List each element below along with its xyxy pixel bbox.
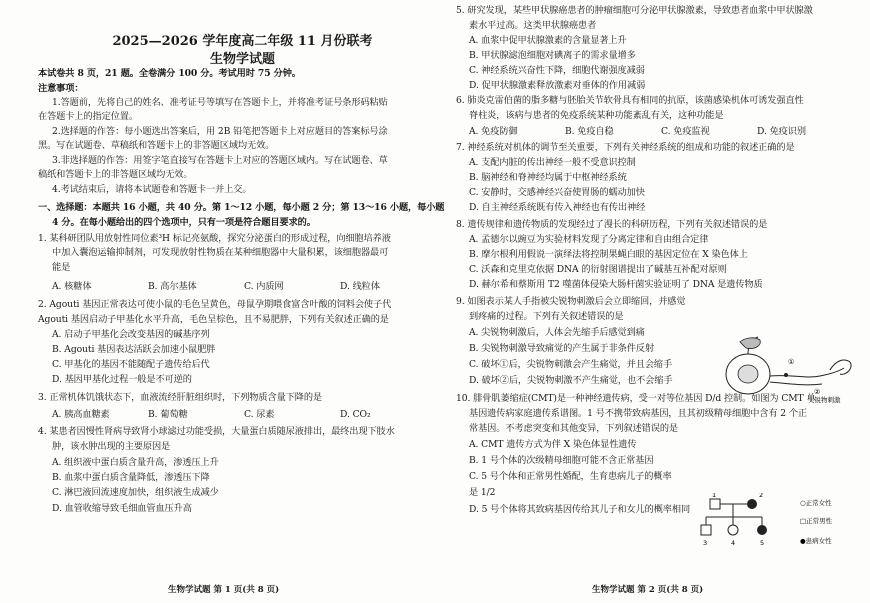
question-9-option: C. 破坏①后，尖锐物刺激会产生痛觉，并且会缩手 bbox=[469, 359, 673, 370]
pedigree-chart bbox=[700, 493, 865, 563]
exam-subtitle: 生物学试题 bbox=[209, 52, 275, 67]
question-5-option: B. 甲状腺滤泡细胞对碘离子的需求量增多 bbox=[469, 50, 636, 61]
question-7-text: 7. 神经系统对机体的调节至关重要，下列有关神经系统的组成和功能的叙述正确的是 bbox=[456, 142, 795, 153]
question-9-text: 9. 如图表示某人手指被尖锐物刺激后会立即缩回，并感觉 bbox=[456, 296, 686, 307]
question-2-option: A. 启动子甲基化会改变基因的碱基序列 bbox=[52, 329, 210, 340]
individual-3 bbox=[701, 525, 711, 535]
question-10-option: A. CMT 遗传方式为伴 X 染色体显性遗传 bbox=[469, 439, 637, 450]
label-2: 2 bbox=[759, 493, 764, 499]
option: D. 线粒体 bbox=[340, 281, 380, 292]
label-2: ② bbox=[814, 388, 821, 396]
question-1-text: 能是 bbox=[52, 262, 71, 273]
question-7-option: B. 脑神经和脊神经均属于中枢神经系统 bbox=[469, 172, 627, 183]
option: C. 内质网 bbox=[244, 281, 284, 292]
question-6-text: 6. 肺炎克雷伯菌的脂多糖与胚胎关节软骨具有相同的抗原，该菌感染机体可诱发强直性 bbox=[456, 95, 804, 106]
question-5-option: A. 血浆中促甲状腺激素的含量显著上升 bbox=[469, 35, 627, 46]
question-10-text: 常基因。不考虑突变和其他变异，下列叙述错误的是 bbox=[469, 423, 679, 434]
question-10-option: B. 1 号个体的次级精母细胞可能不含正常基因 bbox=[469, 455, 654, 466]
label-1: ① bbox=[788, 358, 795, 366]
question-5-option: C. 神经系统兴奋性下降，细胞代谢强度减弱 bbox=[469, 65, 645, 76]
exam-title: 2025—2026 学年度高二年级 11 月份联考 bbox=[112, 34, 373, 49]
question-9-text: 到疼痛的过程。下列有关叙述错误的是 bbox=[469, 311, 624, 322]
label-1: 1 bbox=[712, 493, 717, 499]
page-footer: 生物学试题 第 2 页(共 8 页) bbox=[592, 585, 704, 595]
question-8-text: 8. 遗传规律和遗传物质的发现经过了漫长的科研历程，下列有关叙述错误的是 bbox=[456, 219, 768, 230]
option: B. 高尔基体 bbox=[148, 281, 197, 292]
option: A. 免疫防御 bbox=[469, 126, 518, 137]
notice-line: 1.答题前，先将自己的姓名、准考证号等填写在答题卡上，并将准考证号条形码粘贴 bbox=[52, 97, 388, 108]
option: D. 免疫识别 bbox=[757, 126, 806, 137]
legend-normal-male: □正常男性 bbox=[800, 517, 833, 525]
legend-normal-female: ○正常女性 bbox=[800, 499, 832, 507]
question-6-text: 脊柱炎，该病与患者的免疫系统某种功能紊乱有关，这种功能是 bbox=[469, 110, 724, 121]
question-10-option: D. 5 号个体将其致病基因传给其儿子和女儿的概率相同 bbox=[469, 504, 691, 515]
question-2-text: Agouti 基因启动子甲基化水平升高，毛色呈棕色，且不易肥胖，下列有关叙述正确的是 bbox=[38, 314, 389, 325]
question-7-option: D. 自主神经系统既有传入神经也有传出神经 bbox=[469, 202, 646, 213]
label-3: 3 bbox=[703, 539, 708, 547]
question-2-option: B. Agouti 基因表达活跃会加速小鼠肥胖 bbox=[52, 344, 216, 355]
page-footer: 生物学试题 第 1 页(共 8 页) bbox=[168, 585, 280, 595]
question-10-option: 是 1/2 bbox=[469, 487, 496, 498]
notice-line: 2.选择题的作答：每小题选出答案后，用 2B 铅笔把答题卡上对应题目的答案标号涂 bbox=[52, 126, 388, 137]
question-4-text: 肿，该水肿出现的主要原因是 bbox=[52, 441, 171, 452]
individual-1 bbox=[710, 499, 720, 509]
option: A. 胰高血糖素 bbox=[52, 409, 110, 420]
question-10-option: C. 5 号个体和正常男性婚配，生育患病儿子的概率 bbox=[469, 471, 672, 482]
question-8-option: D. 赫尔希和蔡斯用 T2 噬菌体侵染大肠杆菌实验证明了 DNA 是遗传物质 bbox=[469, 279, 763, 290]
notice-heading: 注意事项： bbox=[38, 83, 84, 94]
notice-line: 在答题卡上的指定位置。 bbox=[38, 111, 138, 122]
question-9-option: A. 尖锐物刺激后，人体会先缩手后感觉到痛 bbox=[469, 327, 645, 338]
notice-line: 黑。写在试题卷、草稿纸和答题卡上的非答题区域均无效。 bbox=[38, 140, 275, 151]
question-3-options bbox=[52, 410, 436, 420]
option: C. 免疫监视 bbox=[661, 126, 710, 137]
question-5-text: 5. 研究发现，某些甲状腺癌患者的肿瘤细胞可分泌甲状腺激素，导致患者血浆中甲状腺激 bbox=[456, 5, 813, 16]
question-3-text: 3. 正常机体饥饿状态下，血液流经肝脏组织时，下列物质含量下降的是 bbox=[38, 392, 323, 403]
question-2-text: 2. Agouti 基因正常表达可使小鼠的毛色呈黄色，母鼠孕期喂食富含叶酸的饲料会使子代 bbox=[38, 299, 392, 310]
label-5: 5 bbox=[760, 539, 765, 547]
stimulus-label: 尖锐物刺激 bbox=[808, 396, 841, 404]
question-8-option: A. 孟德尔以豌豆为实验材料发现了分离定律和自由组合定律 bbox=[469, 234, 709, 245]
question-8-option: B. 摩尔根利用假说一演绎法将控制果蝇白眼的基因定位在 X 染色体上 bbox=[469, 249, 748, 260]
option: B. 免疫自稳 bbox=[565, 126, 614, 137]
question-9-option: D. 破坏②后，尖锐物刺激不产生痛觉，也不会缩手 bbox=[469, 375, 673, 386]
question-4-option: C. 淋巴液回流速度加快，组织液生成减少 bbox=[52, 487, 219, 498]
question-7-option: C. 安静时，交感神经兴奋使胃肠的蠕动加快 bbox=[469, 187, 645, 198]
label-4: 4 bbox=[731, 539, 736, 547]
question-7-option: A. 支配内脏的传出神经一般不受意识控制 bbox=[469, 157, 636, 168]
exam-info: 本试卷共 8 页，21 题。全卷满分 100 分。考试用时 75 分钟。 bbox=[38, 68, 301, 79]
option: C. 尿素 bbox=[244, 409, 275, 420]
legend-affected-female: ●患病女性 bbox=[800, 537, 832, 545]
individual-2 bbox=[747, 499, 757, 509]
question-8-option: C. 沃森和克里克依据 DNA 的衍射图谱提出了碱基互补配对原则 bbox=[469, 264, 727, 275]
notice-line: 3.非选择题的作答：用签字笔直接写在答题卡上对应的答题区域内。写在试题卷、草 bbox=[52, 155, 388, 166]
question-4-option: A. 组织液中蛋白质含量升高，渗透压上升 bbox=[52, 457, 219, 468]
section-heading: 一、选择题：本题共 16 小题，共 40 分。第 1～12 小题，每小题 2 分；第 13～16 小题，每小题 bbox=[38, 202, 445, 213]
question-10-text: 10. 腓骨肌萎缩症(CMT)是一种神经遗传病，受一对等位基因 D/d 控制。如图为 CMT 单 bbox=[456, 393, 816, 404]
question-5-option: D. 促甲状腺激素释放激素对垂体的作用减弱 bbox=[469, 80, 646, 91]
question-10-text: 基因遗传病家庭遗传系谱图。1 号不携带致病基因，且其初级精母细胞中含有 2 个正 bbox=[469, 408, 808, 419]
question-4-text: 4. 某患者因慢性肾病导致肾小球滤过功能受损，大量蛋白质随尿液排出，最终出现下肢水 bbox=[38, 426, 395, 437]
option: D. CO₂ bbox=[340, 409, 371, 420]
question-1-text: 1. 某科研团队用放射性同位素³H 标记亮氨酸，探究分泌蛋白的形成过程，向细胞培养液 bbox=[38, 233, 391, 244]
notice-line: 4.考试结束后，请将本试题卷和答题卡一并上交。 bbox=[52, 184, 252, 195]
question-6-options bbox=[469, 127, 853, 137]
page-2 bbox=[442, 0, 870, 603]
question-4-option: B. 血浆中蛋白质含量降低，渗透压下降 bbox=[52, 472, 210, 483]
question-5-text: 素水平过高。这类甲状腺癌患者 bbox=[469, 20, 597, 31]
individual-4 bbox=[728, 525, 738, 535]
question-4-option: D. 血管收缩导致毛细血管血压升高 bbox=[52, 503, 192, 514]
question-1-options bbox=[52, 282, 436, 292]
question-2-option: D. 基因甲基化过程一般是不可逆的 bbox=[52, 374, 192, 385]
question-1-text: 中加入囊泡运输抑制剂，可发现放射性物质在某种细胞器中大量积累，该细胞器最可 bbox=[52, 247, 389, 258]
question-2-option: C. 甲基化的基因不能随配子遗传给后代 bbox=[52, 359, 210, 370]
notice-line: 稿纸和答题卡上的非答题区域均无效。 bbox=[38, 169, 193, 180]
question-9-option: B. 尖锐物刺激导致痛觉的产生属于非条件反射 bbox=[469, 343, 654, 354]
option: A. 核糖体 bbox=[52, 281, 92, 292]
section-heading-cont: 4 分。在每小题给出的四个选项中，只有一项是符合题目要求的。 bbox=[52, 217, 316, 228]
individual-5 bbox=[757, 525, 767, 535]
option: B. 葡萄糖 bbox=[148, 409, 188, 420]
